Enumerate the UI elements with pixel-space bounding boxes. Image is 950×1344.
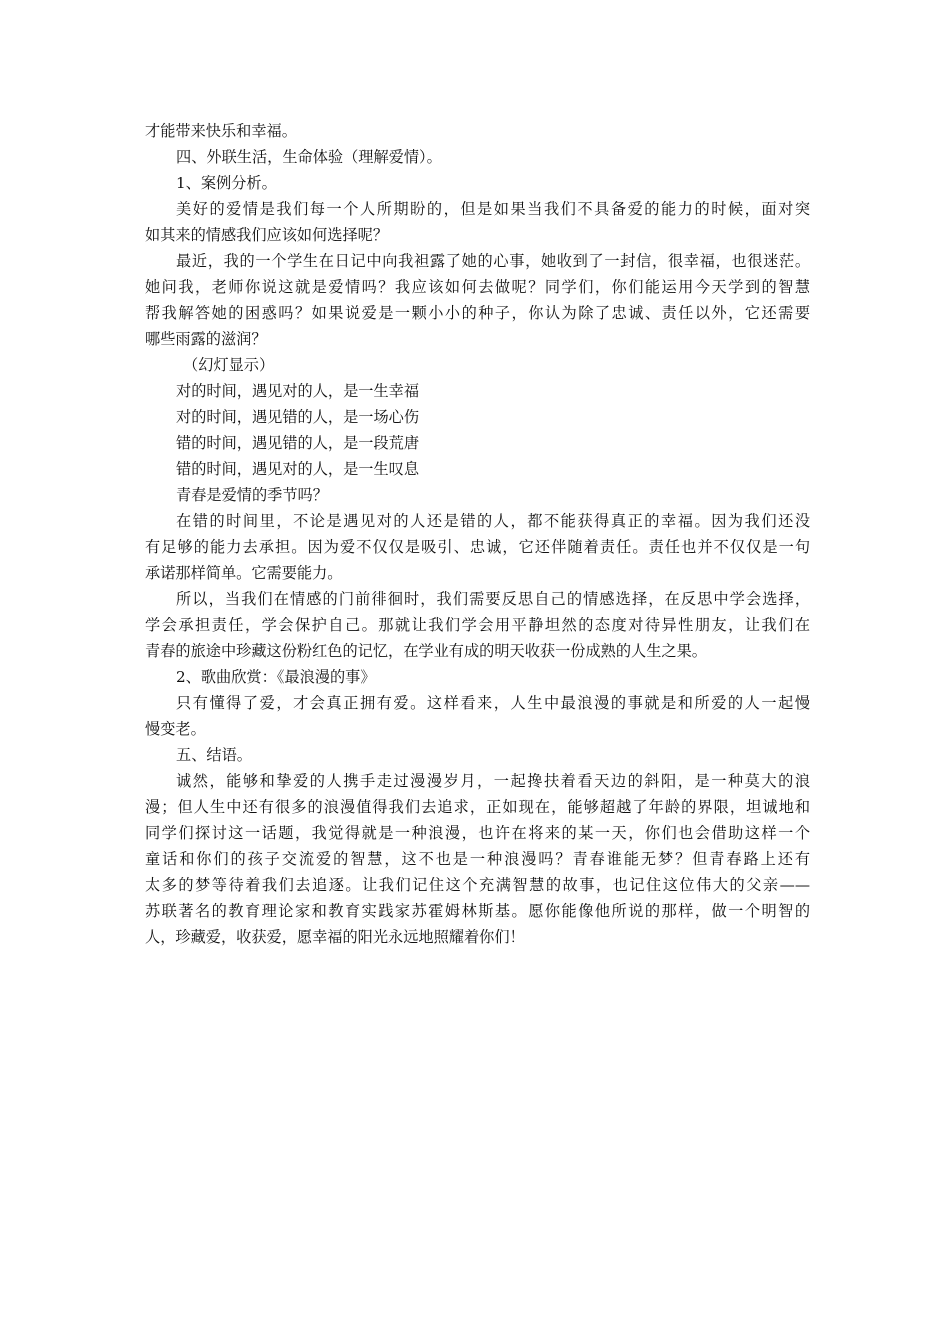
document-body: [145, 118, 810, 950]
text-line: 有足够的能力去承担。因为爱不仅仅是吸引、忠诚，它还伴随着责任。责任也并不仅仅是一句: [145, 538, 810, 556]
text-line: 错的时间，遇见对的人，是一生叹息: [176, 460, 419, 478]
text-line: 诚然，能够和挚爱的人携手走过漫漫岁月，一起搀扶着看天边的斜阳，是一种莫大的浪: [176, 772, 810, 790]
text-line: 漫；但人生中还有很多的浪漫值得我们去追求，正如现在，能够超越了年龄的界限，坦诚地和: [145, 798, 810, 816]
text-line: 对的时间，遇见对的人，是一生幸福: [176, 382, 419, 400]
text-line: 才能带来快乐和幸福。: [145, 122, 297, 140]
text-line: 哪些雨露的滋润？: [145, 330, 267, 348]
text-line: 承诺那样简单。它需要能力。: [145, 564, 343, 582]
text-line: （幻灯显示）: [183, 356, 275, 374]
text-line: 美好的爱情是我们每一个人所期盼的，但是如果当我们不具备爱的能力的时候，面对突: [176, 200, 810, 218]
text-line: 错的时间，遇见错的人，是一段荒唐: [176, 434, 419, 452]
text-line: 对的时间，遇见错的人，是一场心伤: [176, 408, 419, 426]
text-line: 最近，我的一个学生在日记中向我袒露了她的心事，她收到了一封信，很幸福，也很迷茫。: [176, 252, 810, 270]
text-line: 学会承担责任，学会保护自己。那就让我们学会用平静坦然的态度对待异性朋友，让我们在: [145, 616, 810, 634]
text-line: 青春的旅途中珍藏这份粉红色的记忆，在学业有成的明天收获一份成熟的人生之果。: [145, 642, 707, 660]
text-line: 1、案例分析。: [176, 174, 277, 192]
text-line: 她问我，老师你说这就是爱情吗？我应该如何去做呢？同学们，你们能运用今天学到的智慧: [145, 278, 810, 296]
text-line: 同学们探讨这一话题，我觉得就是一种浪漫，也许在将来的某一天，你们也会借助这样一个: [145, 824, 810, 842]
text-line: 所以，当我们在情感的门前徘徊时，我们需要反思自己的情感选择，在反思中学会选择，: [176, 590, 810, 608]
text-line: 只有懂得了爱，才会真正拥有爱。这样看来，人生中最浪漫的事就是和所爱的人一起慢: [176, 694, 810, 712]
text-line: 人，珍藏爱，收获爱，愿幸福的阳光永远地照耀着你们！: [145, 928, 525, 946]
text-line: 在错的时间里，不论是遇见对的人还是错的人，都不能获得真正的幸福。因为我们还没: [176, 512, 810, 530]
text-line: 苏联著名的教育理论家和教育实践家苏霍姆林斯基。愿你能像他所说的那样，做一个明智的: [145, 902, 810, 920]
text-line: 如其来的情感我们应该如何选择呢？: [145, 226, 388, 244]
text-line: 四、外联生活，生命体验（理解爱情）。: [176, 148, 442, 166]
text-line: 帮我解答她的困惑吗？如果说爱是一颗小小的种子，你认为除了忠诚、责任以外，它还需要: [145, 304, 810, 322]
text-line: 五、结语。: [176, 746, 252, 764]
text-line: 慢变老。: [145, 720, 206, 738]
text-line: 青春是爱情的季节吗？: [176, 486, 328, 504]
text-line: 童话和你们的孩子交流爱的智慧，这不也是一种浪漫吗？青春谁能无梦？但青春路上还有: [145, 850, 810, 868]
text-line: 太多的梦等待着我们去追逐。让我们记住这个充满智慧的故事，也记住这位伟大的父亲——: [145, 876, 810, 894]
text-line: 2、歌曲欣赏：《最浪漫的事》: [176, 668, 376, 686]
